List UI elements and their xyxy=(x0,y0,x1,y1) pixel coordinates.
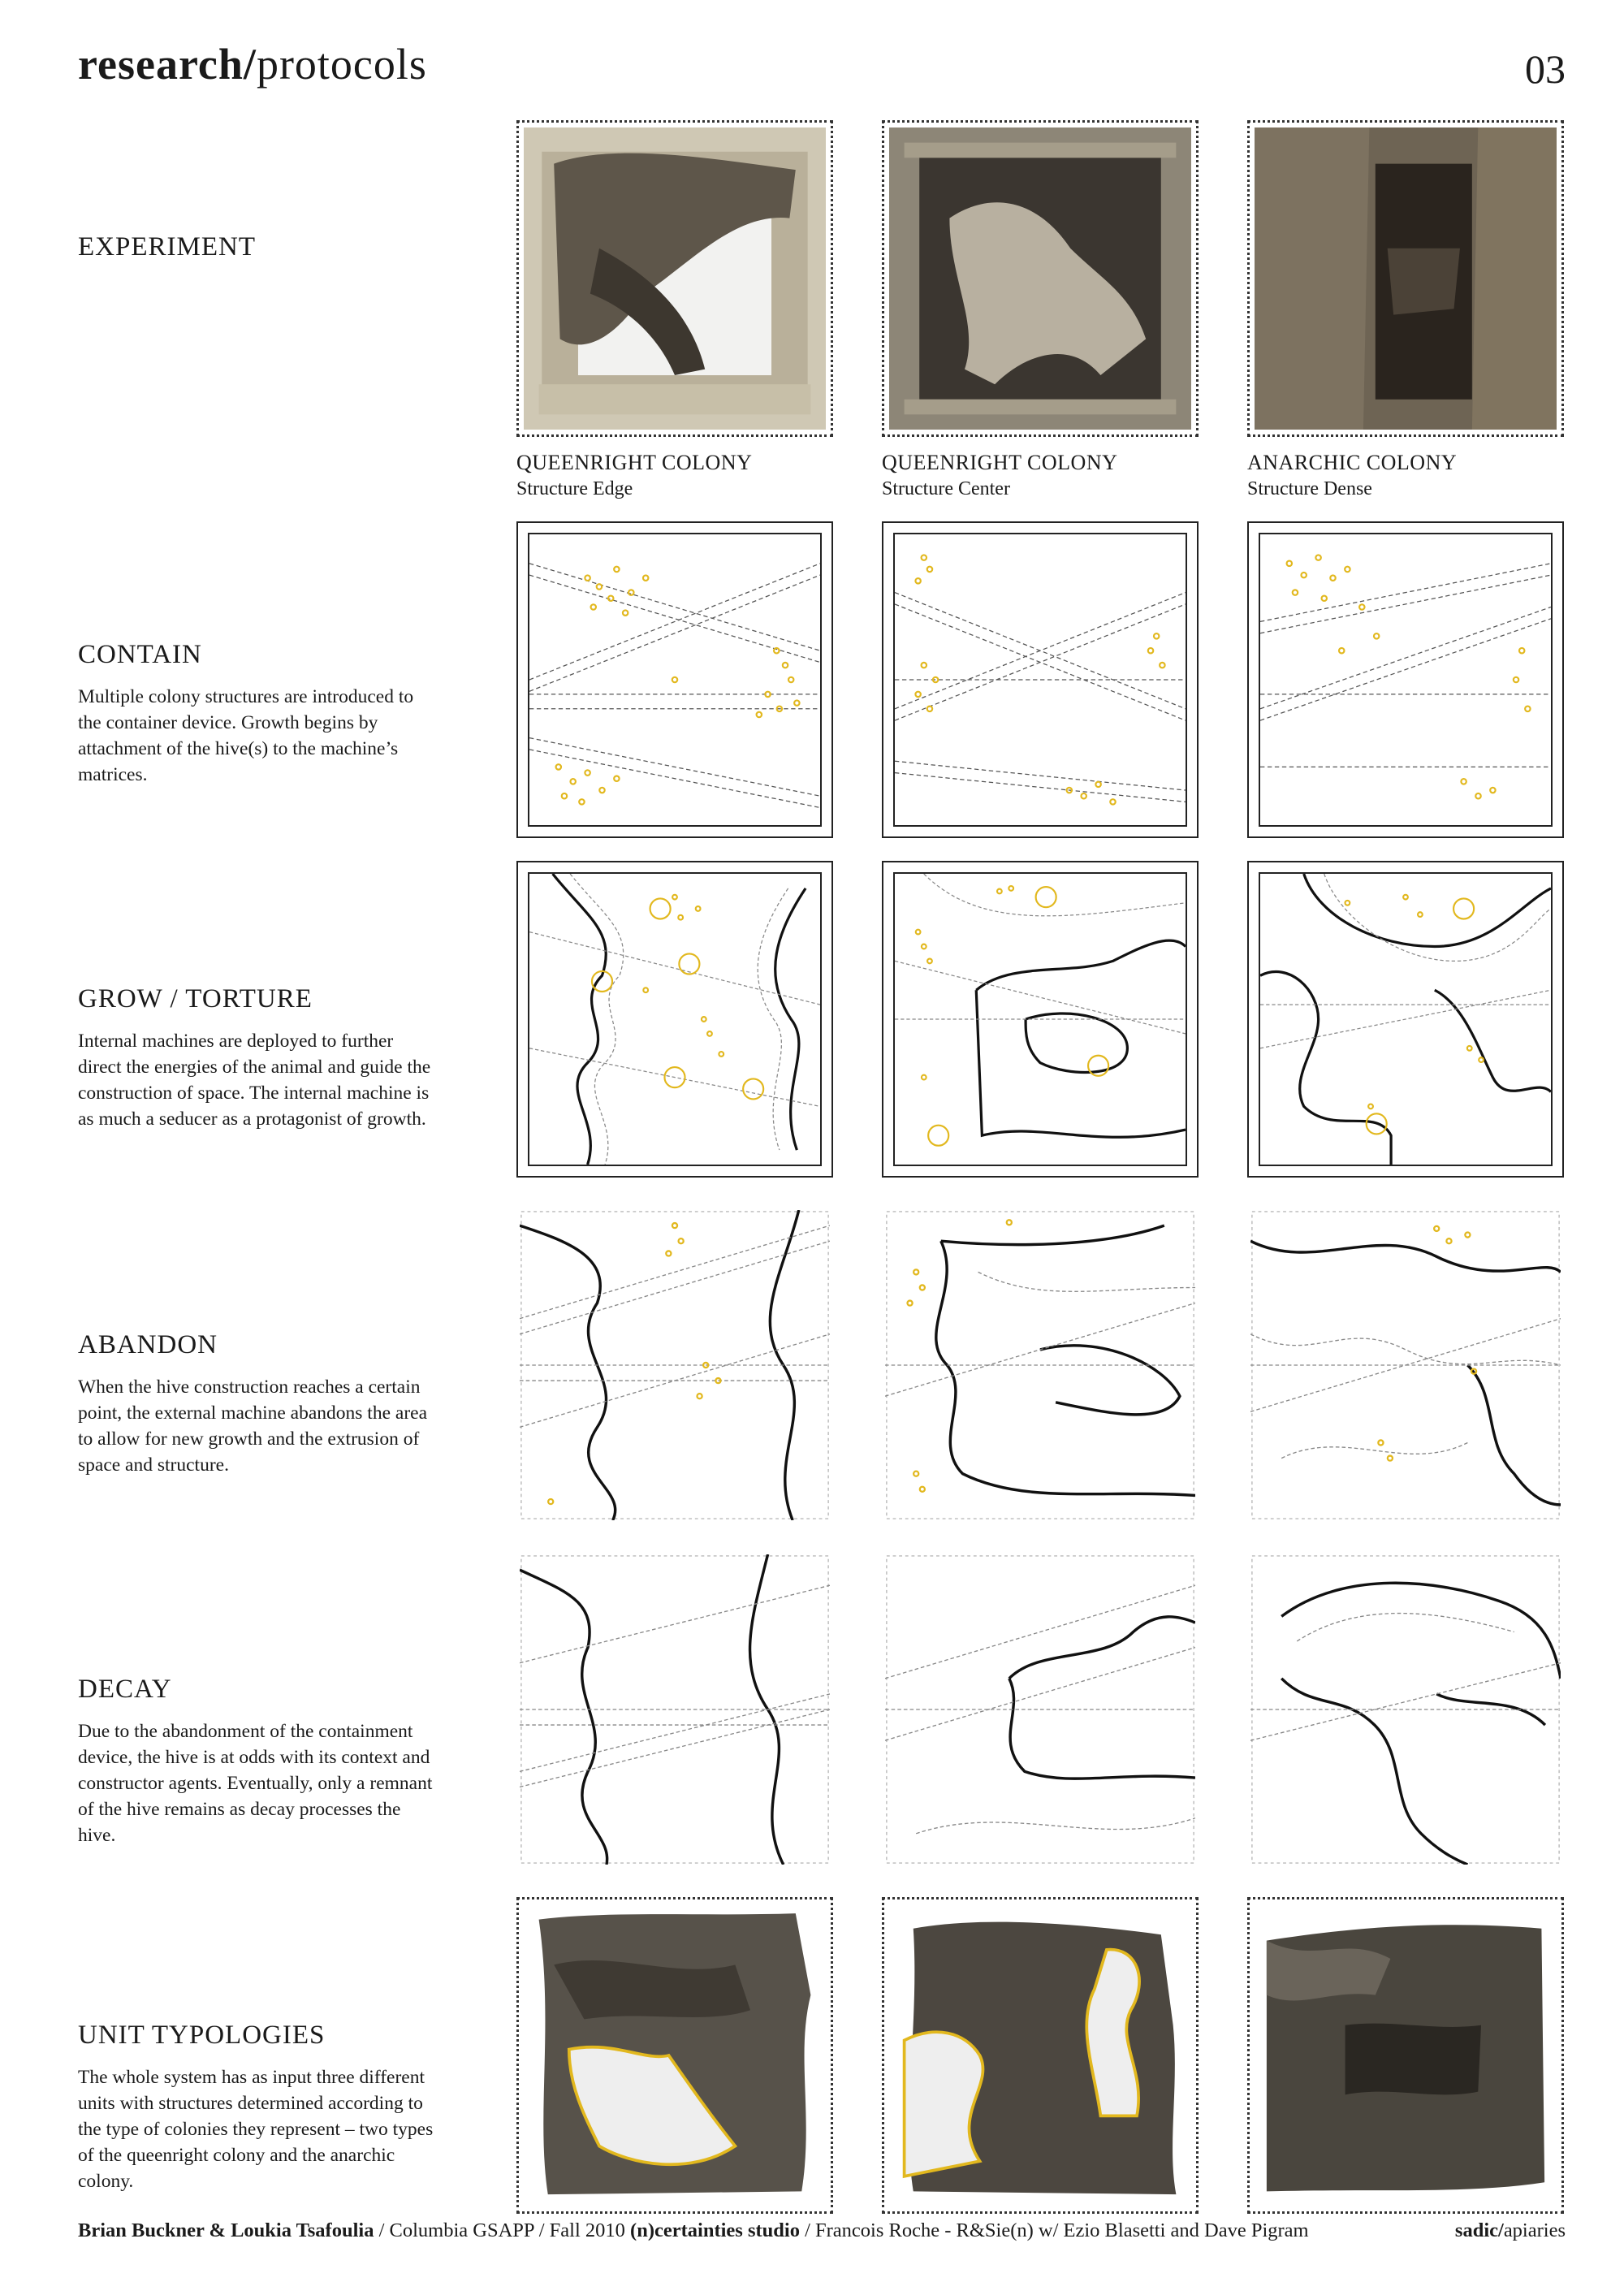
section-body: The whole system has as input three different units with structures determined according to the type of colonies they represent – two types of the queenright colony and the anarchic colony. xyxy=(78,2067,434,2192)
section-decay xyxy=(78,1671,435,1848)
footer-project xyxy=(1455,2217,1566,2245)
section-heading: EXPERIMENT xyxy=(78,232,256,261)
abandon-diagram xyxy=(1247,1207,1564,1523)
footer-project-bold: sadic/ xyxy=(1454,2219,1504,2241)
abandon-diagram xyxy=(882,1207,1199,1523)
decay-diagram xyxy=(1247,1551,1564,1868)
section-heading: CONTAIN xyxy=(78,640,202,669)
structure-type: Structure Dense xyxy=(1247,478,1372,499)
contain-diagram xyxy=(1247,521,1564,838)
section-abandon xyxy=(78,1327,435,1478)
footer-project-rest: apiaries xyxy=(1503,2219,1566,2241)
section-heading: ABANDON xyxy=(78,1330,218,1359)
column-caption xyxy=(882,450,1199,502)
decay-diagram xyxy=(882,1551,1199,1868)
contain-diagram xyxy=(516,521,833,838)
section-grow xyxy=(78,981,435,1132)
page-number: 03 xyxy=(1525,46,1566,92)
column-caption xyxy=(516,450,833,502)
experiment-photo xyxy=(1247,120,1564,437)
unit-photo xyxy=(516,1897,833,2214)
section-body: Internal machines are deployed to further direct the energies of the animal and guide the construction of space. The internal machine is as much a seducer as a protagonist of growth. xyxy=(78,1031,431,1130)
section-heading: UNIT TYPOLOGIES xyxy=(78,2021,326,2050)
section-experiment xyxy=(78,229,435,276)
footer xyxy=(78,2217,1566,2245)
experiment-photo xyxy=(516,120,833,437)
section-body: When the hive construction reaches a certain point, the external machine abandons the area to allow for new growth and the extrusion of space and structure. xyxy=(78,1377,427,1476)
footer-authors: Brian Buckner & Loukia Tsafoulia xyxy=(78,2219,374,2241)
section-heading: GROW / TORTURE xyxy=(78,984,313,1014)
contain-diagram xyxy=(882,521,1199,838)
section-body: Due to the abandonment of the containment device, the hive is at odds with its context and constructor agents. Eventually, only a remnant of the hive remains as decay processes the hive. xyxy=(78,1721,433,1846)
footer-school: / Columbia GSAPP / Fall 2010 xyxy=(374,2219,631,2241)
section-body: Multiple colony structures are introduced to the container device. Growth begins by attachment of the hive(s) to the machine’s matrices. xyxy=(78,686,414,785)
grow-diagram xyxy=(882,861,1199,1178)
colony-type: ANARCHIC COLONY xyxy=(1247,451,1458,474)
unit-photo xyxy=(882,1897,1199,2214)
unit-photo xyxy=(1247,1897,1564,2214)
colony-type: QUEENRIGHT COLONY xyxy=(516,451,753,474)
column-caption xyxy=(1247,450,1564,502)
title-rest: protocols xyxy=(256,40,427,89)
abandon-diagram xyxy=(516,1207,833,1523)
footer-studio: (n)certainties studio xyxy=(630,2219,800,2241)
experiment-photo xyxy=(882,120,1199,437)
decay-diagram xyxy=(516,1551,833,1868)
section-units xyxy=(78,2017,435,2194)
colony-type: QUEENRIGHT COLONY xyxy=(882,451,1118,474)
footer-credits: / Francois Roche - R&Sie(n) w/ Ezio Blasetti and Dave Pigram xyxy=(799,2219,1309,2241)
grow-diagram xyxy=(516,861,833,1178)
section-heading: DECAY xyxy=(78,1675,172,1704)
title-bold: research/ xyxy=(78,40,257,89)
grow-diagram xyxy=(1247,861,1564,1178)
structure-type: Structure Edge xyxy=(516,478,633,499)
structure-type: Structure Center xyxy=(882,478,1010,499)
section-contain xyxy=(78,637,435,788)
page-title xyxy=(78,36,427,93)
